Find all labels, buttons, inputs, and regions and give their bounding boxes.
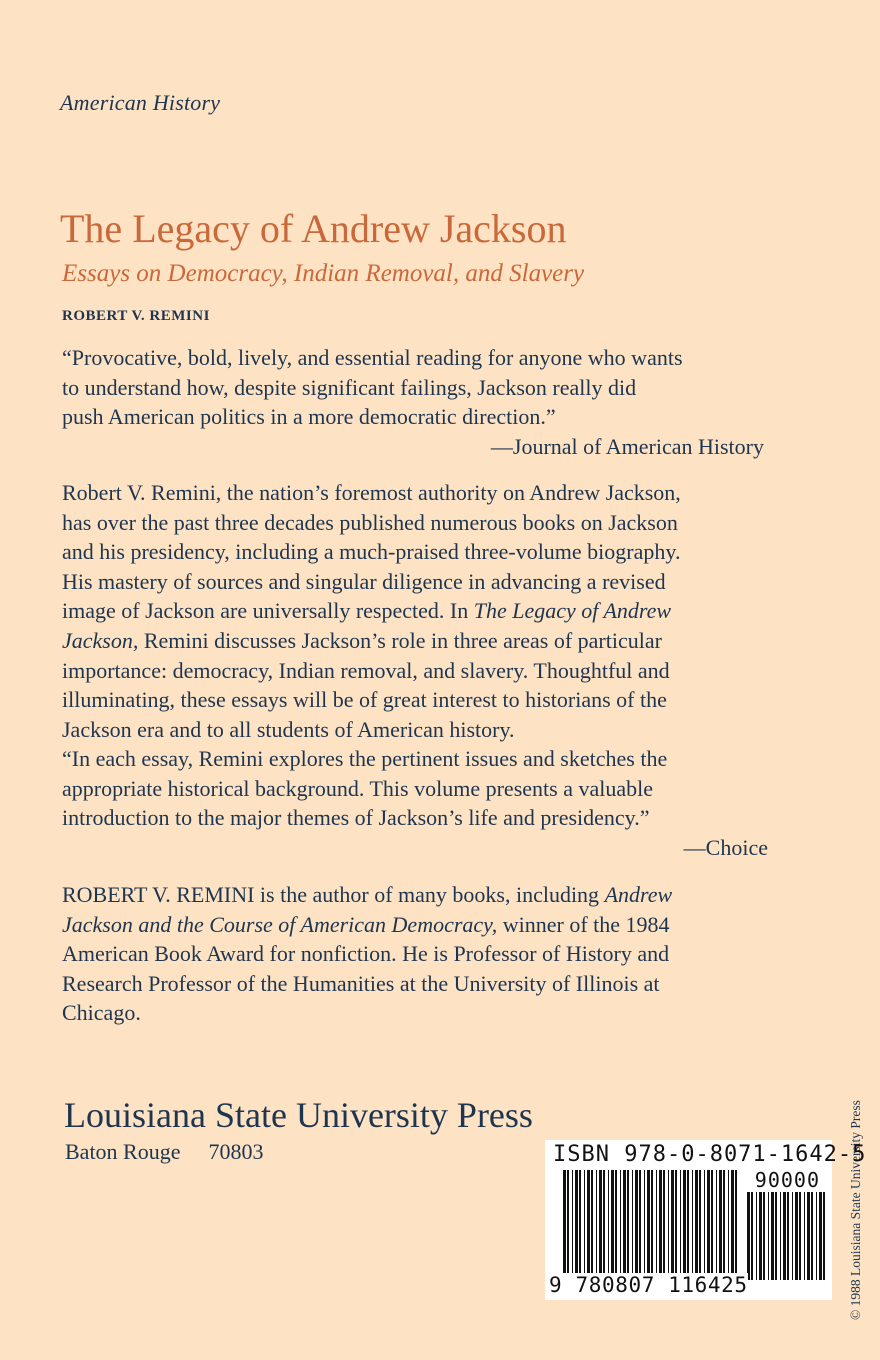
- barcode-bar: [627, 1170, 629, 1280]
- barcode-bar: [768, 1192, 769, 1280]
- barcode-bar: [807, 1192, 810, 1280]
- barcode-bar: [707, 1170, 710, 1280]
- barcode-bar: [603, 1170, 605, 1280]
- barcode-bar: [567, 1170, 569, 1280]
- bio-line: [62, 910, 802, 940]
- ean-digits: 9 780807 116425: [549, 1273, 748, 1297]
- description-line: His mastery of sources and singular diligence in advancing a revised: [62, 568, 666, 594]
- barcode-bar: [687, 1170, 689, 1280]
- description-line: [62, 596, 802, 626]
- barcode-bar: [680, 1170, 681, 1280]
- isbn-label: ISBN 978-0-8071-1642-5: [553, 1142, 867, 1167]
- barcode-bar: [575, 1170, 578, 1280]
- barcode-bar: [728, 1170, 729, 1280]
- barcode-bar: [731, 1170, 734, 1280]
- barcode-bar: [579, 1170, 581, 1280]
- publisher-location: [65, 1139, 264, 1165]
- quote-line: to understand how, despite significant failings, Jackson really did: [62, 374, 637, 400]
- barcode-bar: [620, 1170, 621, 1280]
- barcode-bar: [795, 1192, 798, 1280]
- description-line: Jackson era and to all students of American history.: [62, 716, 515, 742]
- description-line: [62, 626, 802, 656]
- bio-line: [62, 880, 802, 910]
- barcode-bar: [572, 1170, 573, 1280]
- barcode-bar: [759, 1192, 762, 1280]
- barcode-bar: [747, 1192, 750, 1280]
- barcode-bar: [591, 1170, 593, 1280]
- description-line: and his presidency, including a much-praised three-volume biography.: [62, 539, 681, 565]
- book-title-reference: Andrew: [604, 882, 673, 907]
- barcode-bar: [799, 1192, 801, 1280]
- category-label: American History: [60, 90, 221, 115]
- barcode-bar: [695, 1170, 698, 1280]
- description-text: image of Jackson are universally respected. In: [62, 598, 474, 624]
- barcode-bar: [823, 1192, 825, 1280]
- barcode-bar: [792, 1192, 793, 1280]
- barcode-bar: [584, 1170, 585, 1280]
- review-quote-2: [62, 744, 802, 862]
- barcode-bar: [723, 1170, 725, 1280]
- barcode-bar: [599, 1170, 602, 1280]
- barcode-bar: [632, 1170, 633, 1280]
- barcode-bar: [596, 1170, 597, 1280]
- barcode-bar: [811, 1192, 813, 1280]
- barcode-bar: [775, 1192, 777, 1280]
- book-title: The Legacy of Andrew Jackson: [60, 206, 567, 251]
- barcode-bar: [644, 1170, 645, 1280]
- description-line: importance: democracy, Indian removal, and slavery. Thoughtful and: [62, 657, 670, 683]
- price-code: 90000: [754, 1168, 820, 1192]
- quote-line: appropriate historical background. This volume presents a valuable: [62, 775, 653, 801]
- barcode-bar: [819, 1192, 822, 1280]
- barcode-bar: [816, 1192, 817, 1280]
- description-line: Robert V. Remini, the nation’s foremost authority on Andrew Jackson,: [62, 480, 681, 505]
- barcode-bar: [780, 1192, 781, 1280]
- barcode-bar: [671, 1170, 674, 1280]
- author-bio: [62, 880, 802, 1028]
- barcode-bar: [611, 1170, 614, 1280]
- bio-line: Chicago.: [62, 1000, 141, 1026]
- description-text: Remini discusses Jackson’s role in three areas of particular: [138, 627, 662, 653]
- description-line: illuminating, these essays will be of great interest to historians of the: [62, 687, 667, 713]
- bio-text: winner of the 1984: [497, 911, 670, 937]
- review-quote-1: [62, 343, 802, 461]
- barcode-bar: [683, 1170, 686, 1280]
- barcode-bar: [675, 1170, 677, 1280]
- book-title-reference: Jackson and the Course of American Democracy,: [62, 911, 498, 937]
- barcode-bar: [563, 1170, 566, 1280]
- barcode-bar: [668, 1170, 669, 1280]
- barcode-bar: [804, 1192, 805, 1280]
- barcode-bar: [659, 1170, 662, 1280]
- quote-line: “In each essay, Remini explores the pertinent issues and sketches the: [62, 746, 668, 771]
- barcode-bar: [716, 1170, 717, 1280]
- book-subtitle: Essays on Democracy, Indian Removal, and Slavery: [62, 260, 585, 287]
- quote-line: “Provocative, bold, lively, and essential reading for anyone who wants: [62, 345, 683, 370]
- quote-line: introduction to the major themes of Jackson’s life and presidency.”: [62, 805, 650, 831]
- bio-line: Research Professor of the Humanities at the University of Illinois at: [62, 970, 660, 996]
- barcode-bar: [656, 1170, 657, 1280]
- barcode-bar: [608, 1170, 609, 1280]
- barcode-bar: [635, 1170, 638, 1280]
- quote-source: —Choice: [683, 834, 768, 860]
- barcode-bar: [699, 1170, 701, 1280]
- barcode-bar: [623, 1170, 626, 1280]
- barcode-bar: [663, 1170, 665, 1280]
- publisher-city: Baton Rouge: [65, 1139, 181, 1164]
- description-line: has over the past three decades published numerous books on Jackson: [62, 509, 678, 535]
- quote-line: push American politics in a more democratic direction.”: [62, 404, 556, 430]
- barcode-bar: [704, 1170, 705, 1280]
- barcode-bar: [783, 1192, 786, 1280]
- book-title-reference: The Legacy of Andrew: [473, 598, 672, 624]
- barcode-bar: [711, 1170, 713, 1280]
- barcode-bar: [756, 1192, 757, 1280]
- bio-text: ROBERT V. REMINI is the author of many books, including: [62, 882, 605, 907]
- book-description: [62, 478, 802, 744]
- barcode-bar: [587, 1170, 590, 1280]
- publisher-zip: 70803: [208, 1139, 264, 1164]
- book-title-reference: Jackson,: [62, 627, 139, 653]
- author-name: ROBERT V. REMINI: [62, 308, 210, 324]
- copyright-notice: © 1988 Louisiana State University Press: [848, 1100, 863, 1320]
- barcode-bar: [647, 1170, 650, 1280]
- barcode-bar: [719, 1170, 722, 1280]
- barcode-bar: [751, 1192, 753, 1280]
- barcode-bar: [771, 1192, 774, 1280]
- barcode-bar: [615, 1170, 617, 1280]
- bio-line: American Book Award for nonfiction. He is Professor of History and: [62, 941, 670, 967]
- barcode-bar: [692, 1170, 693, 1280]
- barcode-bar: [787, 1192, 789, 1280]
- barcode-bar: [639, 1170, 641, 1280]
- barcode-bar: [651, 1170, 653, 1280]
- publisher-name: Louisiana State University Press: [64, 1095, 533, 1135]
- barcode-bar: [735, 1170, 737, 1280]
- barcode-bar: [763, 1192, 765, 1280]
- quote-source: —Journal of American History: [490, 433, 764, 459]
